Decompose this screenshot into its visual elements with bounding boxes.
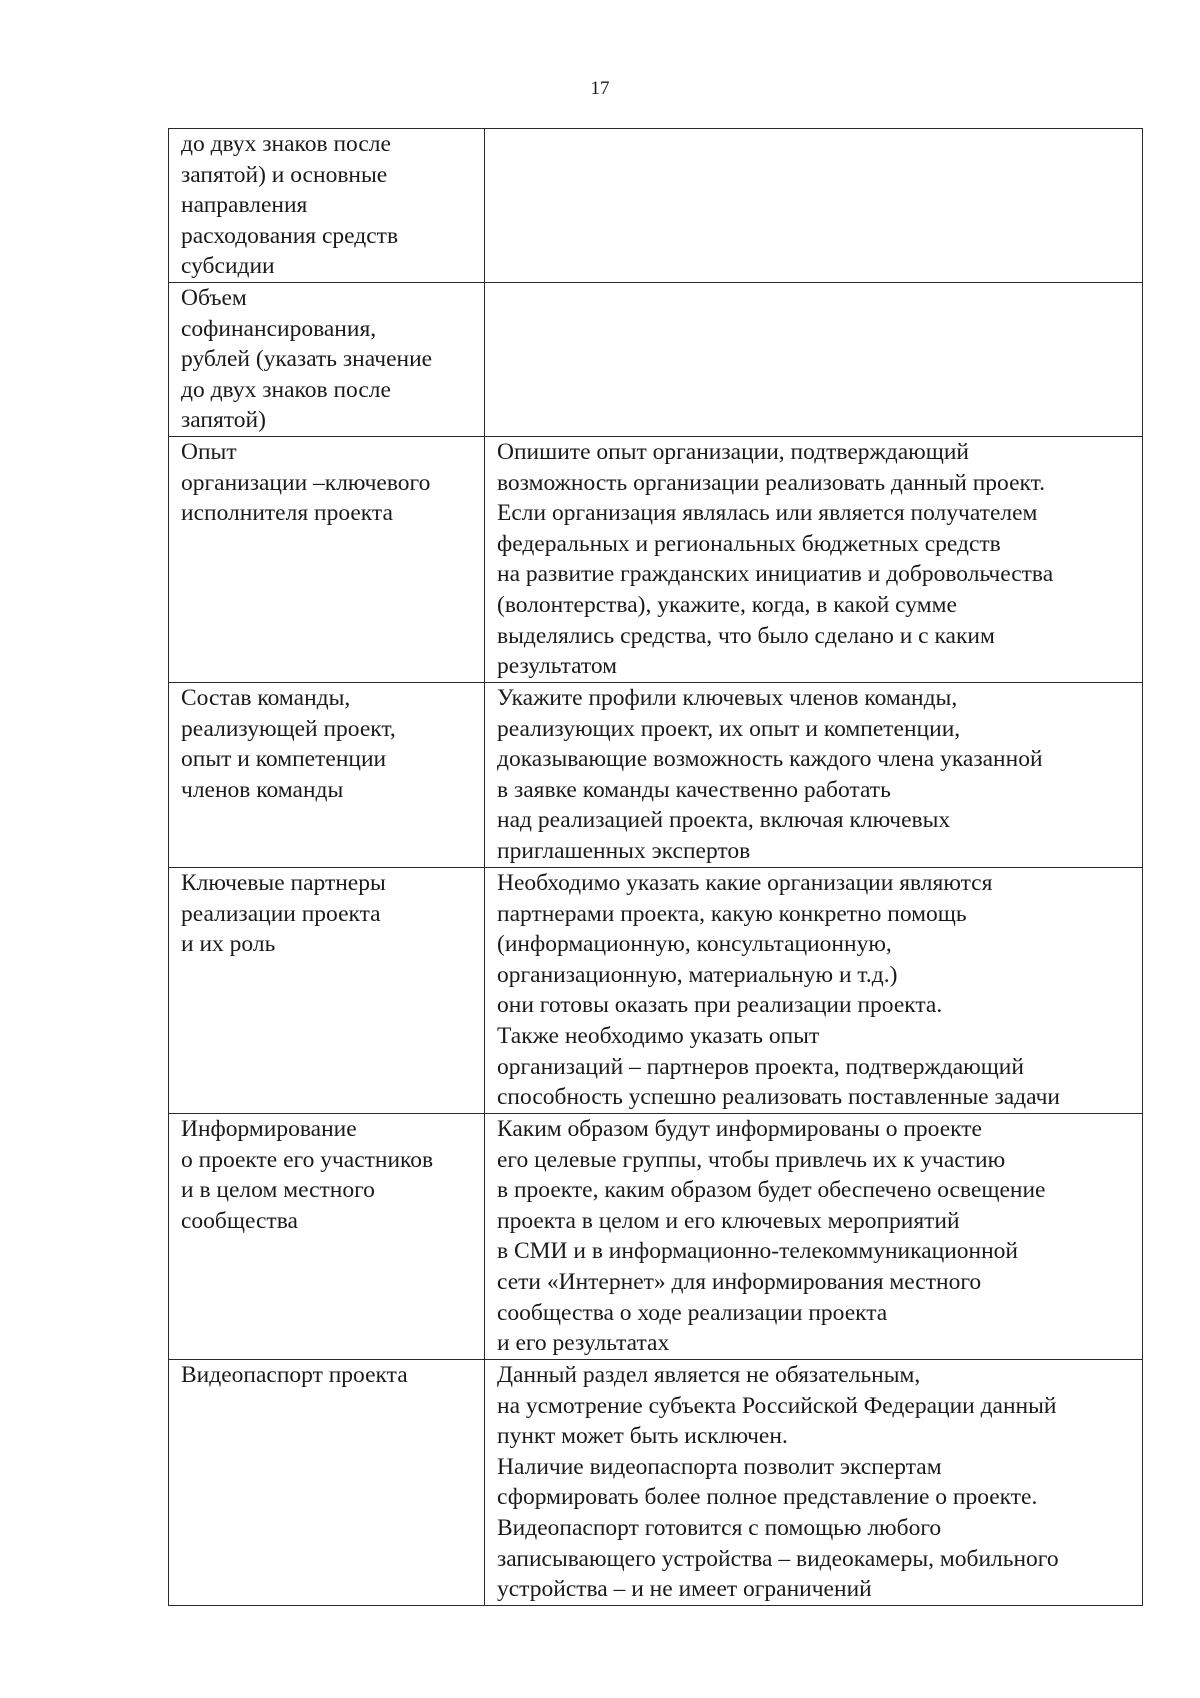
table-row-video-passport [169, 1360, 1143, 1606]
row-label: Опыт организации –ключевого исполнителя проекта [169, 437, 485, 683]
row-label: Объем софинансирования, рублей (указать значение до двух знаков после запятой) [169, 283, 485, 437]
row-label: Видеопаспорт проекта [169, 1360, 485, 1606]
row-label: Информирование о проекте его участников и в целом местного сообщества [169, 1114, 485, 1360]
row-content: Укажите профили ключевых членов команды, реализующих проект, их опыт и компетенции, доказывающие возможность каждого члена указанной в заявке команды качественно работать над реализацией проекта, включая ключевых приглашенных экспертов [485, 683, 1143, 868]
row-content [485, 129, 1143, 283]
table-row-team [169, 683, 1143, 868]
row-content [485, 283, 1143, 437]
row-content: Необходимо указать какие организации являются партнерами проекта, какую конкретно помощь (информационную, консультационную, организационную, материальную и т.д.) они готовы оказать при реализации проекта. Также необходимо указать опыт организаций – партнеров проекта, подтверждающий способность успешно реализовать поставленные задачи [485, 868, 1143, 1114]
table-row-subsidy-directions [169, 129, 1143, 283]
page-number: 17 [590, 78, 610, 99]
row-label: Ключевые партнеры реализации проекта и их роль [169, 868, 485, 1114]
table-row-partners [169, 868, 1143, 1114]
application-form-table [168, 128, 1143, 1606]
row-label: Состав команды, реализующей проект, опыт и компетенции членов команды [169, 683, 485, 868]
table-row-organization-experience [169, 437, 1143, 683]
table-row-cofinancing [169, 283, 1143, 437]
row-content: Данный раздел является не обязательным, на усмотрение субъекта Российской Федерации данный пункт может быть исключен. Наличие видеопаспорта позволит экспертам сформировать более полное представление о проекте. Видеопаспорт готовится с помощью любого записывающего устройства – видеокамеры, мобильного устройства – и не имеет ограничений [485, 1360, 1143, 1606]
table-row-informing [169, 1114, 1143, 1360]
row-label: до двух знаков после запятой) и основные направления расходования средств субсидии [169, 129, 485, 283]
row-content: Опишите опыт организации, подтверждающий возможность организации реализовать данный проект. Если организация являлась или является получателем федеральных и региональных бюджетных средств на развитие гражданских инициатив и добровольчества (волонтерства), укажите, когда, в какой сумме выделялись средства, что было сделано и с каким результатом [485, 437, 1143, 683]
row-content: Каким образом будут информированы о проекте его целевые группы, чтобы привлечь их к участию в проекте, каким образом будет обеспечено освещение проекта в целом и его ключевых мероприятий в СМИ и в информационно-телекоммуникационной сети «Интернет» для информирования местного сообщества о ходе реализации проекта и его результатах [485, 1114, 1143, 1360]
